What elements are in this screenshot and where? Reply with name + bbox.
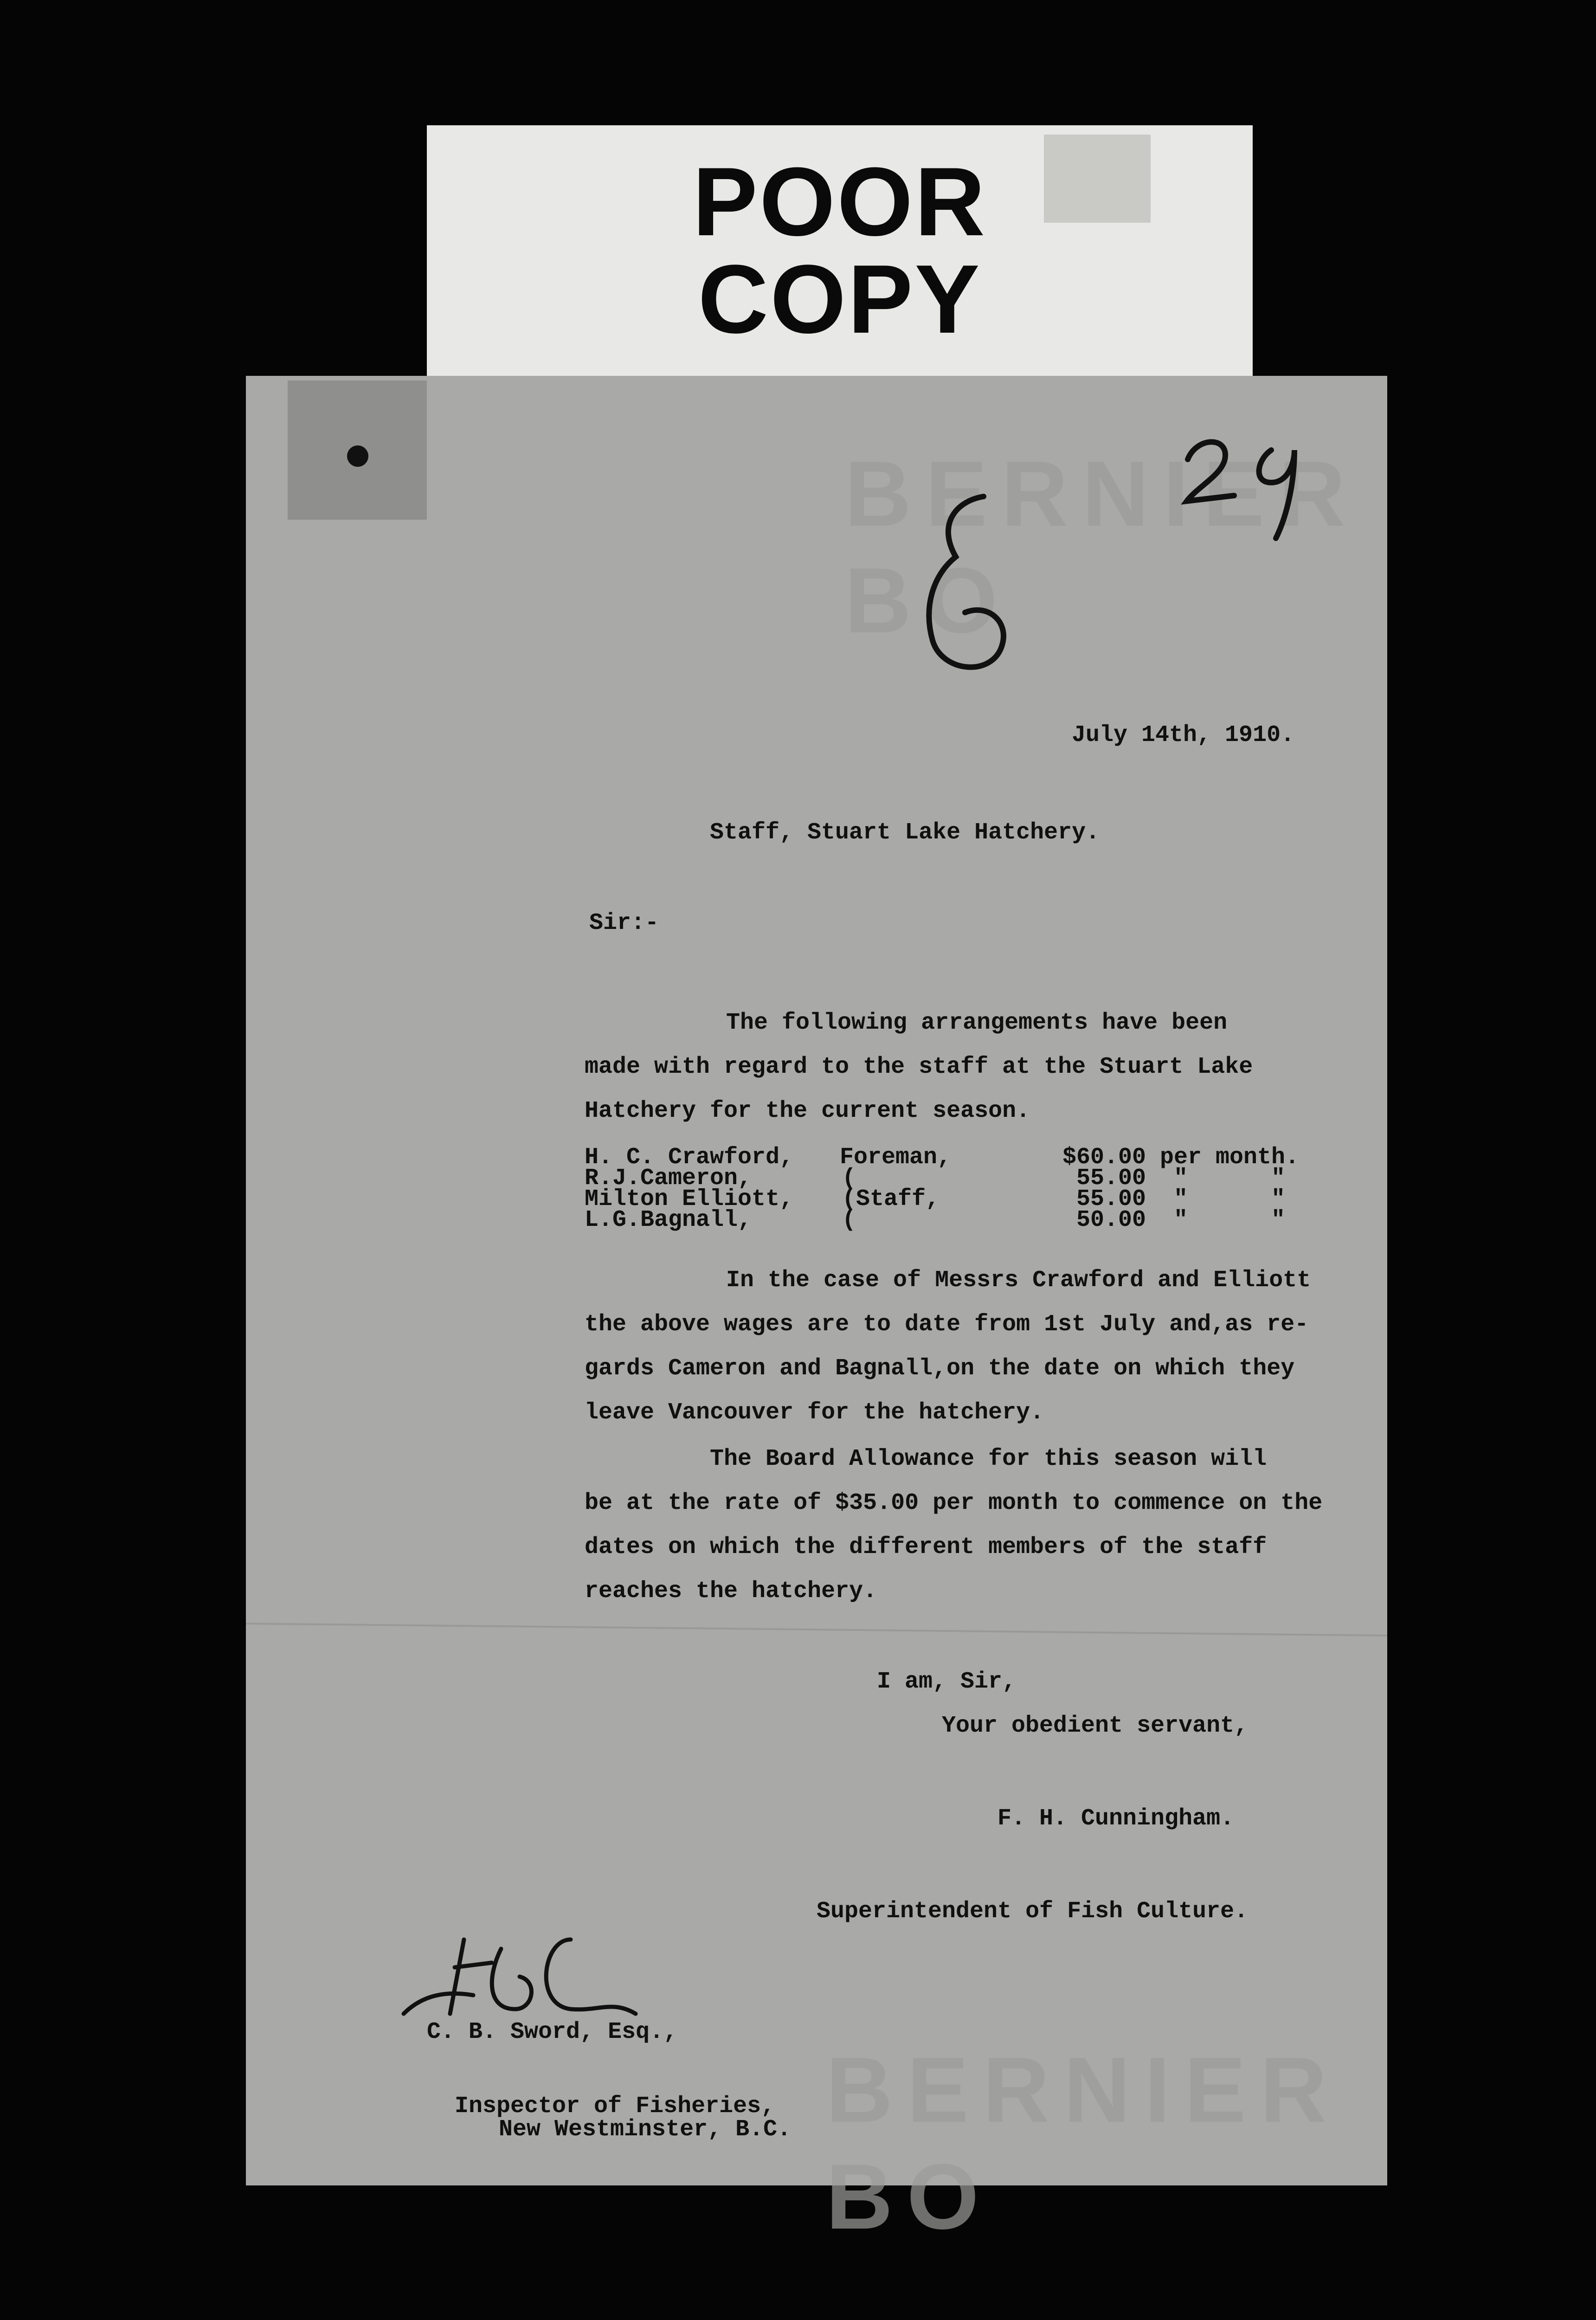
staff-wage: $60.00 (1062, 1144, 1146, 1171)
staff-role: Staff, (856, 1186, 940, 1212)
letter-subject: Staff, Stuart Lake Hatchery. (710, 819, 1100, 846)
addressee-title: Inspector of Fisheries, (455, 2093, 775, 2120)
staff-wage: 55.00 (1076, 1165, 1146, 1192)
handwritten-page-number (1178, 432, 1327, 543)
para3-line3: dates on which the different members of the staff (585, 1534, 1267, 1560)
staff-unit: " " (1174, 1165, 1286, 1192)
staff-bracket: ( (842, 1165, 856, 1192)
para2-line1: In the case of Messrs Crawford and Elliott (726, 1267, 1311, 1294)
para2-line3: gards Cameron and Bagnall,on the date on which they (585, 1355, 1295, 1382)
closing-line1: I am, Sir, (877, 1669, 1017, 1695)
letter-salutation: Sir:- (589, 910, 659, 936)
para2-line4: leave Vancouver for the hatchery. (585, 1399, 1044, 1426)
staff-bracket: ( (842, 1207, 856, 1233)
staff-unit: " " (1174, 1207, 1286, 1233)
staff-unit: " " (1174, 1186, 1286, 1212)
poor-copy-label (427, 125, 1253, 376)
signature-title: Superintendent of Fish Culture. (817, 1898, 1248, 1925)
closing-line2: Your obedient servant, (942, 1713, 1248, 1739)
poor-copy-line1: POOR (692, 147, 987, 256)
page-fold (246, 1623, 1387, 1637)
staff-wage: 50.00 (1076, 1207, 1146, 1233)
staff-name: H. C. Crawford, (585, 1144, 794, 1171)
watermark-top: BERNIER BO (844, 442, 1360, 652)
watermark-bottom: BERNIER BO (826, 2038, 1341, 2249)
corner-tab (288, 380, 427, 520)
para1-line1: The following arrangements have been (726, 1010, 1228, 1036)
para1-line3: Hatchery for the current season. (585, 1098, 1030, 1124)
addressee-name: C. B. Sword, Esq., (427, 2019, 678, 2045)
staff-role: Foreman, (840, 1144, 952, 1171)
signature-name: F. H. Cunningham. (998, 1805, 1235, 1832)
staff-name: R.J.Cameron, (585, 1165, 752, 1192)
handwritten-mark (914, 487, 1016, 682)
para3-line1: The Board Allowance for this season will (710, 1446, 1267, 1472)
para3-line4: reaches the hatchery. (585, 1578, 877, 1605)
staff-name: Milton Elliott, (585, 1186, 794, 1212)
letter-page (246, 376, 1387, 2249)
para3-line2: be at the rate of $35.00 per month to commence on the (585, 1490, 1323, 1516)
handwritten-initials (394, 1921, 654, 2028)
para1-line2: made with regard to the staff at the Stuart Lake (585, 1054, 1253, 1080)
staff-name: L.G.Bagnall, (585, 1207, 752, 1233)
staff-unit: per month. (1160, 1144, 1300, 1171)
punch-hole-icon (347, 445, 368, 467)
addressee-place: New Westminster, B.C. (499, 2116, 792, 2143)
para2-line2: the above wages are to date from 1st July and,as re- (585, 1311, 1309, 1338)
letter-date: July 14th, 1910. (1072, 722, 1295, 748)
staff-wage: 55.00 (1076, 1186, 1146, 1212)
staff-bracket: ( (842, 1186, 856, 1212)
poor-copy-line2: COPY (698, 245, 982, 354)
